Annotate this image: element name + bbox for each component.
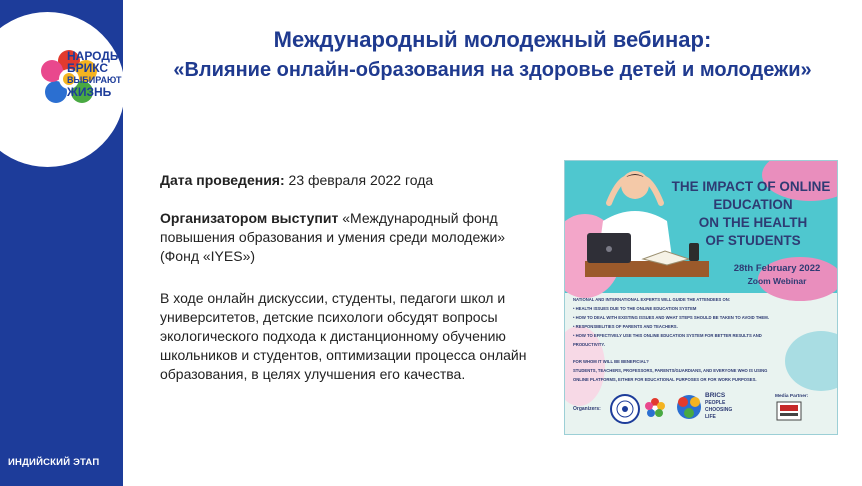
logo-line: БРИКС: [67, 61, 109, 75]
date-label: Дата проведения:: [160, 172, 285, 188]
logo-text: [67, 50, 125, 98]
poster-graphic: [565, 161, 837, 434]
poster-date: 28th February 2022: [733, 263, 821, 274]
logo-word: BRICS: [705, 392, 726, 399]
date-value: 23 февраля 2022 года: [284, 172, 434, 188]
organizer: [160, 209, 540, 266]
logo-line: НАРОДЫ: [67, 49, 122, 63]
poster-bullet: • HEALTH ISSUES DUE TO THE ONLINE EDUCATION SYSTEM: [573, 306, 697, 311]
sidebar: [0, 0, 123, 486]
organizer-label: Организатором выступит: [160, 210, 339, 226]
media-partner-label: Media Partner:: [775, 394, 809, 399]
stage-label: ИНДИЙСКИЙ ЭТАП: [8, 457, 100, 468]
webinar-poster: [564, 160, 838, 435]
poster-bullet: • HOW TO EFFECTIVELY USE THIS ONLINE EDUCATION SYSTEM FOR BETTER RESULTS AND: [573, 333, 762, 338]
poster-bullet: • RESPONSIBILITIES OF PARENTS AND TEACHERS.: [573, 324, 678, 329]
poster-benefit-question: FOR WHOM IT WILL BE BENEFICIAL?: [573, 359, 649, 364]
poster-title-line: THE IMPACT OF ONLINE: [671, 179, 831, 194]
poster-title-line: EDUCATION: [713, 197, 793, 212]
poster-bullet: • HOW TO DEAL WITH EXISTING ISSUES AND WHAT STEPS SHOULD BE TAKEN TO AVOID THEM.: [573, 315, 769, 320]
media-partner-logo: [777, 402, 801, 420]
poster-title-line: OF STUDENTS: [705, 233, 801, 248]
logo-line: ВЫБИРАЮТ: [67, 75, 122, 85]
logo-word: PEOPLE: [705, 400, 726, 406]
event-date: [160, 171, 540, 190]
poster-benefit-line: ONLINE PLATFORMS, EITHER FOR EDUCATIONAL PURPOSES OR FOR WORK PURPOSES.: [573, 377, 757, 382]
logo-word: LIFE: [705, 414, 716, 420]
organizer-value: «Международный фонд повышения образования и умения среди молодежи» (Фонд «IYES»): [160, 210, 506, 264]
logo-word: CHOOSING: [705, 407, 733, 413]
event-description: В ходе онлайн дискуссии, студенты, педагоги школ и университетов, детские психологи обсудят вопросы экологического подхода к дистанционному обучению школьников и студентов, оптимизации процесса онлайн образования, в целях улучшения его качества.: [160, 290, 527, 382]
poster-intro: NATIONAL AND INTERNATIONAL EXPERTS WILL GUIDE THE ATTENDEES ON:: [573, 297, 731, 302]
logo-line: ЖИЗНЬ: [67, 85, 112, 99]
page-title: Международный молодежный вебинар:: [273, 27, 712, 52]
iyes-seal-icon: [611, 395, 639, 423]
page-subtitle: «Влияние онлайн-образования на здоровье детей и молодежи»: [173, 59, 812, 81]
poster-bullet: PRODUCTIVITY.: [573, 342, 605, 347]
poster-webinar: Zoom Webinar: [747, 276, 807, 286]
poster-title-line: ON THE HEALTH: [698, 215, 808, 230]
organizers-label: Organizers:: [573, 406, 601, 412]
poster-benefit-line: STUDENTS, TEACHERS, PROFESSORS, PARENTS/GUARDIANS, AND EVERYONE WHO IS USING: [573, 368, 768, 373]
